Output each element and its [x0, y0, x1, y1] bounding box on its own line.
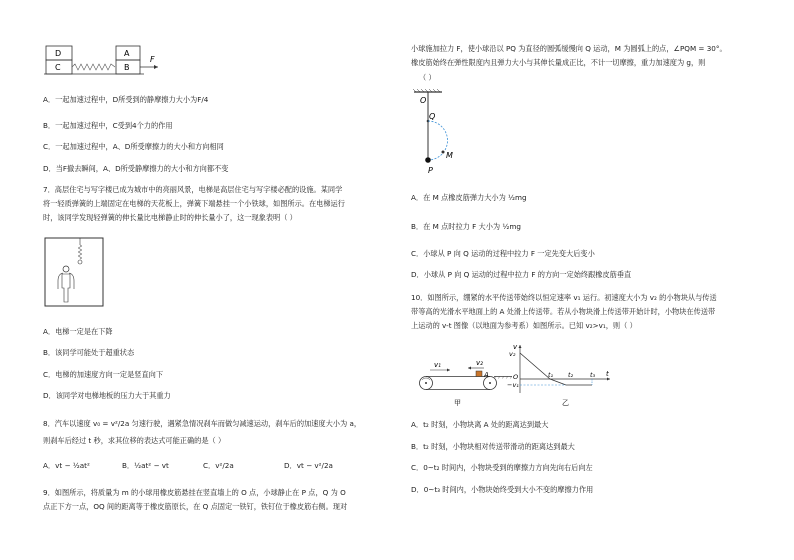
point-p-label: P — [428, 166, 433, 175]
q7-option-c: C．电梯的加速度方向一定是竖直向下 — [43, 370, 164, 379]
q9-option-d: D．小球从 P 向 Q 运动的过程中拉力 F 的方向一定始终跟橡皮筋垂直 — [411, 270, 632, 279]
origin-label: O — [513, 373, 519, 381]
q8-option-b: B．½at² − vt — [122, 461, 169, 470]
axis-v-label: v — [513, 343, 518, 351]
q8-option-c: C．v²/2a — [203, 461, 234, 470]
q8-option-d: D．vt − v²/2a — [284, 461, 333, 470]
point-q-label: Q — [429, 112, 436, 121]
q6-option-d: D．当F撤去瞬间，A、D所受静摩擦力的大小和方向都不变 — [43, 164, 229, 173]
q9-option-a: A．在 M 点橡皮筋弹力大小为 ½mg — [411, 193, 527, 202]
q9-cont-line-3: （ ） — [419, 73, 436, 82]
q10-option-b: B．t₂ 时刻，小物块相对传送带滑动的距离达到最大 — [411, 442, 575, 451]
q7-option-a: A．电梯一定是在下降 — [43, 327, 113, 336]
elevator-figure — [44, 237, 106, 309]
q7-option-d: D．该同学对电梯地板的压力大于其重力 — [43, 391, 171, 400]
conveyor-figure — [410, 355, 514, 407]
q8-line-2: 则刹车后经过 t 秒，求其位移的表达式可能正确的是（ ） — [43, 436, 226, 445]
block-a-label: A — [124, 49, 130, 58]
belt-v1-label: v₁ — [434, 361, 441, 369]
block-c-label: C — [55, 63, 61, 72]
q10-line-3: 上运动的 v-t 图像（以地面为参考系）如图所示。已知 v₂>v₁，则（ ） — [411, 321, 637, 330]
q9-line-2: 点正下方一点，OQ 间的距离等于橡皮筋原长，在 Q 点固定一铁钉，铁钉位于橡皮筋右侧。现对 — [43, 502, 348, 511]
q8-line-1: 8．汽车以速度 v₀ = v²/2a 匀速行驶，遇紧急情况刹车而做匀减速运动，刹车后的加速度大小为 a， — [43, 419, 362, 428]
q9-option-b: B．在 M 点时拉力 F 大小为 ½mg — [411, 222, 521, 231]
q7-option-b: B．该同学可能处于超重状态 — [43, 348, 135, 357]
q10-line-1: 10．如图所示，绷紧的水平传送带始终以恒定速率 v₁ 运行。初速度大小为 v₂ 的小物块从与传送 — [411, 293, 717, 302]
vt-graph-figure — [506, 341, 618, 407]
q9-cont-line-2: 橡皮筋始终在弹性限度内且弹力大小与其伸长量成正比，不计一切摩擦，重力加速度为 g，则 — [411, 58, 706, 67]
q7-line-3: 时，该同学发现轻弹簧的伸长量比电梯静止时的伸长量小了，这一现象表明（ ） — [43, 213, 297, 222]
figure-yi-caption: 乙 — [562, 399, 569, 407]
axis-t-label: t — [606, 370, 609, 378]
pendulum-figure — [410, 88, 472, 178]
q6-option-a: A．一起加速过程中，D所受到的静摩擦力大小为F/4 — [43, 95, 209, 104]
axis-neg-v1-label: −v₁ — [507, 381, 519, 389]
point-o-label: O — [420, 96, 427, 105]
block-d-label: D — [55, 49, 62, 58]
q6-option-c: C．一起加速过程中，A、D所受摩擦力的大小和方向相同 — [43, 142, 224, 151]
figure-jia-caption: 甲 — [454, 399, 461, 407]
q8-option-a: A．vt − ½at² — [43, 461, 90, 470]
blocks-figure — [44, 42, 162, 76]
q9-line-1: 9．如图所示，将质量为 m 的小球用橡皮筋悬挂在竖直墙上的 O 点，小球静止在 P 点，Q 为 O — [43, 488, 346, 497]
block-b-label: B — [124, 63, 130, 72]
q9-option-c: C．小球从 P 向 Q 运动的过程中拉力 F 一定先变大后变小 — [411, 249, 595, 258]
point-a-label: A — [484, 371, 489, 379]
q10-option-c: C．0~t₂ 时间内，小物块受到的摩擦力方向先向右后向左 — [411, 463, 593, 472]
belt-v2-label: v₂ — [476, 359, 483, 367]
q10-option-a: A．t₂ 时刻，小物块离 A 处的距离达到最大 — [411, 420, 549, 429]
force-f-label: F — [150, 55, 155, 64]
tick-t1-label: t₁ — [548, 371, 554, 379]
q7-line-2: 将一轻质弹簧的上端固定在电梯的天花板上，弹簧下端悬挂一个小铁球，如图所示。在电梯运行 — [43, 199, 345, 208]
q9-cont-line-1: 小球施加拉力 F，使小球沿以 PQ 为直径的圆弧缓慢向 Q 运动，M 为圆弧上的点，∠PQM = 30°。 — [411, 44, 727, 53]
q10-line-2: 带等高的光滑水平地面上的 A 处滑上传送带。若从小物块滑上传送带开始计时，小物块在传送带 — [411, 307, 716, 316]
tick-t2-label: t₂ — [568, 371, 574, 379]
q7-line-1: 7．高层住宅与写字楼已成为城市中的亮丽风景，电梯是高层住宅与写字楼必配的设施。某同学 — [43, 185, 343, 194]
q6-option-b: B．一起加速过程中，C受到4个力的作用 — [43, 121, 173, 130]
axis-v2-label: v₂ — [509, 350, 516, 358]
q10-option-d: D．0~t₃ 时间内，小物块始终受到大小不变的摩擦力作用 — [411, 485, 594, 494]
tick-t3-label: t₃ — [590, 371, 596, 379]
point-m-label: M — [446, 151, 453, 160]
